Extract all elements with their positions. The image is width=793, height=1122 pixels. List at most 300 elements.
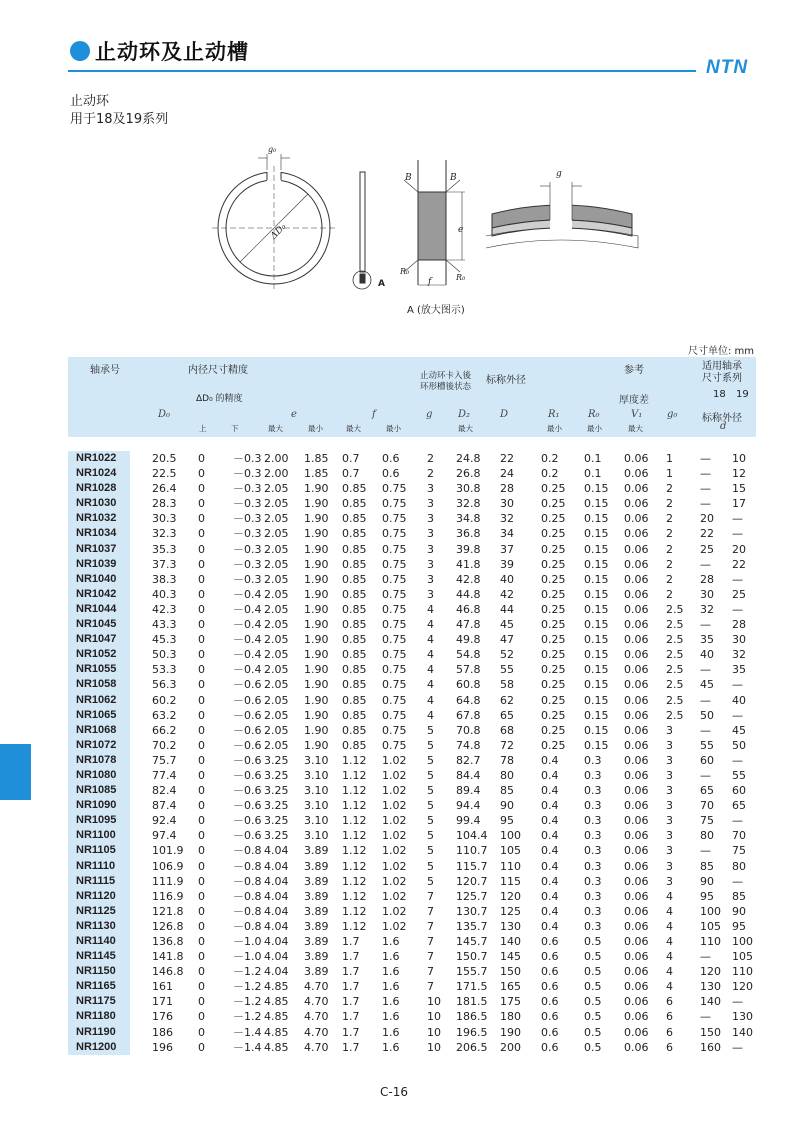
cell-v1-max: 0.06: [624, 935, 649, 948]
cell-d2: 64.8: [456, 693, 481, 707]
cell-lower: －0.3: [233, 542, 262, 556]
cell-series-18: —: [700, 452, 711, 465]
cell-f-max: 1.12: [342, 904, 367, 918]
cell-d: 100: [500, 829, 521, 843]
header-g0: g₀: [667, 409, 678, 420]
cell-series-19: 15: [732, 482, 746, 496]
cell-g: 4: [427, 663, 434, 677]
cell-bearing-no: NR1080: [68, 768, 130, 783]
cell-series-18: 100: [700, 904, 721, 918]
cell-upper: 0: [198, 602, 205, 616]
cell-e-min: 3.89: [304, 889, 329, 903]
cell-v1-max: 0.06: [624, 904, 649, 918]
cell-v1-max: 0.06: [624, 602, 649, 616]
cell-g: 7: [427, 919, 434, 933]
cell-r1-min: 0.4: [541, 768, 559, 782]
cell-e-max: 2.05: [264, 663, 289, 677]
cell-g0: 6: [666, 1040, 673, 1054]
cell-upper: 0: [198, 844, 205, 858]
cell-f-min: 0.75: [382, 527, 407, 541]
cell-upper: 0: [198, 693, 205, 707]
cell-lower: －1.2: [233, 995, 262, 1009]
cell-r0-min: 0.15: [584, 527, 609, 541]
cell-bearing-no: NR1175: [68, 994, 130, 1009]
cell-g0: 2.5: [666, 663, 684, 677]
cell-series-19: 22: [732, 557, 746, 571]
table-row: [68, 647, 758, 662]
cell-e-min: 3.89: [304, 904, 329, 918]
header-series-19: 19: [736, 389, 749, 400]
cell-r0-min: 0.3: [584, 829, 602, 843]
cell-series-19: 50: [732, 738, 746, 752]
cell-g: 4: [427, 633, 434, 647]
cell-r1-min: 0.4: [541, 829, 559, 843]
cell-upper: 0: [198, 587, 205, 601]
cell-f-max: 1.12: [342, 768, 367, 782]
cell-r1-min: 0.25: [541, 557, 566, 571]
cell-f-min: 0.75: [382, 497, 407, 511]
cell-r1-min: 0.25: [541, 602, 566, 616]
cell-v1-max: 0.06: [624, 648, 649, 662]
table-row: [68, 496, 758, 511]
cell-series-18: 150: [700, 1025, 721, 1039]
cell-e-min: 1.85: [304, 467, 329, 481]
cell-g0: 6: [666, 1025, 673, 1039]
cell-f-max: 0.85: [342, 572, 367, 586]
cell-v1-max: 0.06: [624, 527, 649, 541]
table-row: [68, 768, 758, 783]
cell-v1-max: 0.06: [624, 919, 649, 933]
header-reference: 参考: [624, 365, 644, 376]
cell-r0-min: 0.15: [584, 497, 609, 511]
cell-g0: 3: [666, 784, 673, 798]
cell-f-min: 1.6: [382, 965, 400, 979]
cell-series-18: 40: [700, 648, 714, 662]
cell-r1-min: 0.4: [541, 814, 559, 828]
cell-f-min: 0.75: [382, 557, 407, 571]
cell-d2: 67.8: [456, 708, 481, 722]
table-row: [68, 828, 758, 843]
cell-g: 7: [427, 965, 434, 979]
header-bearing-no: 轴承号: [90, 365, 120, 376]
cell-g0: 4: [666, 965, 673, 979]
table-row: [68, 557, 758, 572]
cell-d0: 56.3: [152, 678, 177, 692]
cell-series-18: 85: [700, 859, 714, 873]
cell-bearing-no: NR1085: [68, 783, 130, 798]
cell-d2: 104.4: [456, 829, 488, 843]
cell-e-max: 2.05: [264, 497, 289, 511]
cell-series-18: —: [700, 497, 711, 511]
cell-d0: 186: [152, 1025, 173, 1039]
cell-d: 140: [500, 935, 521, 948]
cell-d: 40: [500, 572, 514, 586]
cell-e-min: 4.70: [304, 980, 329, 994]
cell-r0-min: 0.5: [584, 935, 602, 948]
cell-d: 145: [500, 950, 521, 964]
cell-f-min: 0.75: [382, 708, 407, 722]
cell-series-18: 75: [700, 814, 714, 828]
data-table: [68, 451, 758, 1055]
cell-lower: －0.6: [233, 753, 262, 767]
cell-f-max: 1.12: [342, 829, 367, 843]
cell-v1-max: 0.06: [624, 618, 649, 632]
cell-v1-max: 0.06: [624, 889, 649, 903]
cell-r1-min: 0.4: [541, 889, 559, 903]
cell-v1-max: 0.06: [624, 663, 649, 677]
cell-g: 5: [427, 859, 434, 873]
header-thickness-diff: 厚度差: [619, 395, 649, 406]
cell-g0: 3: [666, 738, 673, 752]
table-row: [68, 964, 758, 979]
header-e-max: 最大: [268, 424, 283, 433]
cell-lower: －0.6: [233, 693, 262, 707]
cell-e-min: 4.70: [304, 995, 329, 1009]
cell-e-max: 3.25: [264, 784, 289, 798]
cell-g0: 3: [666, 829, 673, 843]
cell-f-max: 1.12: [342, 859, 367, 873]
cell-d2: 89.4: [456, 784, 481, 798]
cell-f-min: 1.6: [382, 1040, 400, 1054]
cell-bearing-no: NR1022: [68, 451, 130, 466]
cell-f-max: 1.12: [342, 799, 367, 813]
cell-upper: 0: [198, 904, 205, 918]
cell-d0: 26.4: [152, 482, 177, 496]
cell-lower: －0.3: [233, 557, 262, 571]
cell-d0: 176: [152, 1010, 173, 1024]
cell-d0: 28.3: [152, 497, 177, 511]
cell-upper: 0: [198, 738, 205, 752]
cell-g: 7: [427, 935, 434, 948]
cell-lower: －0.3: [233, 497, 262, 511]
cell-bearing-no: NR1034: [68, 526, 130, 541]
cell-e-min: 1.90: [304, 633, 329, 647]
cell-bearing-no: NR1078: [68, 753, 130, 768]
cell-r1-min: 0.2: [541, 452, 559, 465]
cell-r0-min: 0.15: [584, 602, 609, 616]
cell-e-max: 4.04: [264, 859, 289, 873]
cell-g0: 3: [666, 723, 673, 737]
cell-e-max: 4.04: [264, 889, 289, 903]
label-g: g: [556, 169, 562, 179]
cell-series-19: —: [732, 814, 743, 828]
cell-f-max: 1.12: [342, 874, 367, 888]
header-v1: V₁: [631, 409, 643, 420]
table-row: [68, 602, 758, 617]
table-row: [68, 904, 758, 919]
cell-d: 80: [500, 768, 514, 782]
cell-r0-min: 0.3: [584, 859, 602, 873]
header-bullet-icon: [70, 41, 90, 61]
cell-g: 3: [427, 587, 434, 601]
cell-e-max: 4.04: [264, 935, 289, 948]
cell-d0: 196: [152, 1040, 173, 1054]
cell-bearing-no: NR1130: [68, 919, 130, 934]
cell-f-min: 1.6: [382, 980, 400, 994]
cell-f-max: 1.7: [342, 950, 360, 964]
header-series-title: 适用轴承 尺寸系列: [702, 361, 742, 384]
cell-r1-min: 0.4: [541, 784, 559, 798]
cell-v1-max: 0.06: [624, 799, 649, 813]
cell-e-min: 1.90: [304, 602, 329, 616]
cell-d0: 37.3: [152, 557, 177, 571]
cell-d: 175: [500, 995, 521, 1009]
cell-d2: 39.8: [456, 542, 481, 556]
cell-bearing-no: NR1052: [68, 647, 130, 662]
cell-r1-min: 0.6: [541, 1025, 559, 1039]
cell-f-min: 0.6: [382, 467, 400, 481]
cell-lower: －0.6: [233, 799, 262, 813]
cell-series-18: 120: [700, 965, 721, 979]
cell-d0: 121.8: [152, 904, 184, 918]
cell-r1-min: 0.4: [541, 799, 559, 813]
cell-upper: 0: [198, 950, 205, 964]
cell-v1-max: 0.06: [624, 512, 649, 526]
cell-series-18: 20: [700, 512, 714, 526]
cell-upper: 0: [198, 572, 205, 586]
cell-f-min: 0.6: [382, 452, 400, 465]
cell-d: 95: [500, 814, 514, 828]
table-row: [68, 481, 758, 496]
cell-g0: 3: [666, 844, 673, 858]
cell-series-19: —: [732, 874, 743, 888]
table-row: [68, 708, 758, 723]
cell-upper: 0: [198, 648, 205, 662]
cell-upper: 0: [198, 1025, 205, 1039]
cell-lower: －0.3: [233, 527, 262, 541]
cell-e-max: 2.05: [264, 527, 289, 541]
header-d-small: d: [720, 421, 727, 432]
cell-d: 30: [500, 497, 514, 511]
cell-g0: 2: [666, 482, 673, 496]
cell-r0-min: 0.1: [584, 467, 602, 481]
cell-series-19: 20: [732, 542, 746, 556]
cell-lower: －1.2: [233, 1010, 262, 1024]
table-row: [68, 572, 758, 587]
cell-v1-max: 0.06: [624, 633, 649, 647]
cell-d0: 63.2: [152, 708, 177, 722]
cell-f-min: 1.02: [382, 919, 407, 933]
cell-r0-min: 0.15: [584, 572, 609, 586]
cell-upper: 0: [198, 1040, 205, 1054]
cell-upper: 0: [198, 542, 205, 556]
cell-f-max: 1.7: [342, 965, 360, 979]
cell-f-max: 0.85: [342, 708, 367, 722]
cell-g0: 4: [666, 889, 673, 903]
cell-r0-min: 0.5: [584, 995, 602, 1009]
cell-d0: 40.3: [152, 587, 177, 601]
cell-upper: 0: [198, 768, 205, 782]
cell-v1-max: 0.06: [624, 859, 649, 873]
cell-g0: 2: [666, 587, 673, 601]
cell-series-18: —: [700, 482, 711, 496]
table-row: [68, 1009, 758, 1024]
cell-v1-max: 0.06: [624, 738, 649, 752]
table-row: [68, 874, 758, 889]
cell-f-max: 1.7: [342, 935, 360, 948]
cell-d2: 82.7: [456, 753, 481, 767]
cell-upper: 0: [198, 452, 205, 465]
cell-r1-min: 0.25: [541, 497, 566, 511]
cell-d2: 186.5: [456, 1010, 488, 1024]
cell-f-min: 0.75: [382, 738, 407, 752]
cell-r0-min: 0.5: [584, 950, 602, 964]
cell-r1-min: 0.25: [541, 708, 566, 722]
cell-d0: 75.7: [152, 753, 177, 767]
cell-e-min: 3.10: [304, 814, 329, 828]
cell-bearing-no: NR1024: [68, 466, 130, 481]
cell-f-max: 1.12: [342, 889, 367, 903]
cell-series-18: 50: [700, 708, 714, 722]
cell-v1-max: 0.06: [624, 829, 649, 843]
cell-series-18: —: [700, 618, 711, 632]
cell-d0: 30.3: [152, 512, 177, 526]
cell-bearing-no: NR1090: [68, 798, 130, 813]
cell-bearing-no: NR1120: [68, 889, 130, 904]
diagram-caption: A (放大图示): [407, 305, 465, 316]
cell-series-18: 95: [700, 889, 714, 903]
cell-d2: 155.7: [456, 965, 488, 979]
cell-f-max: 0.85: [342, 723, 367, 737]
cell-g: 3: [427, 542, 434, 556]
cell-bearing-no: NR1028: [68, 481, 130, 496]
label-r0-right: R₀: [456, 273, 466, 282]
cell-r0-min: 0.3: [584, 844, 602, 858]
cell-g: 3: [427, 497, 434, 511]
cell-f-max: 1.7: [342, 995, 360, 1009]
cell-g0: 1: [666, 467, 673, 481]
cell-d0: 38.3: [152, 572, 177, 586]
cell-series-19: 105: [732, 950, 753, 964]
cell-r0-min: 0.15: [584, 723, 609, 737]
cell-v1-max: 0.06: [624, 572, 649, 586]
table-row: [68, 783, 758, 798]
cell-series-19: 45: [732, 723, 746, 737]
cell-e-min: 1.90: [304, 723, 329, 737]
cell-bearing-no: NR1125: [68, 904, 130, 919]
cell-r1-min: 0.4: [541, 919, 559, 933]
header-divider: [68, 70, 696, 72]
cell-bearing-no: NR1037: [68, 542, 130, 557]
table-row: [68, 949, 758, 964]
cell-e-min: 3.10: [304, 829, 329, 843]
cell-g0: 2.5: [666, 678, 684, 692]
cell-series-19: —: [732, 678, 743, 692]
cell-upper: 0: [198, 467, 205, 481]
cell-g: 4: [427, 648, 434, 662]
cell-series-18: 25: [700, 542, 714, 556]
label-b-left: B: [405, 173, 412, 183]
cell-d2: 206.5: [456, 1040, 488, 1054]
cell-g: 4: [427, 693, 434, 707]
cell-upper: 0: [198, 889, 205, 903]
cell-g: 4: [427, 618, 434, 632]
cell-e-max: 2.05: [264, 618, 289, 632]
cell-d2: 46.8: [456, 602, 481, 616]
cell-lower: －0.6: [233, 829, 262, 843]
cell-g0: 3: [666, 799, 673, 813]
header-delta-d0: ΔD₀ 的精度: [196, 394, 243, 404]
cell-upper: 0: [198, 874, 205, 888]
cell-g0: 2: [666, 512, 673, 526]
cell-r0-min: 0.15: [584, 557, 609, 571]
cell-d: 110: [500, 859, 521, 873]
cell-upper: 0: [198, 618, 205, 632]
cell-r1-min: 0.25: [541, 618, 566, 632]
cell-r1-min: 0.6: [541, 1010, 559, 1024]
cell-r0-min: 0.15: [584, 512, 609, 526]
cell-upper: 0: [198, 678, 205, 692]
cell-r1-min: 0.4: [541, 874, 559, 888]
cell-series-19: 120: [732, 980, 753, 994]
cell-r1-min: 0.25: [541, 693, 566, 707]
cell-lower: －0.8: [233, 889, 262, 903]
cell-e-max: 2.05: [264, 572, 289, 586]
cell-d: 165: [500, 980, 521, 994]
cell-r0-min: 0.3: [584, 768, 602, 782]
cell-d0: 66.2: [152, 723, 177, 737]
cell-e-max: 4.04: [264, 904, 289, 918]
cell-e-min: 3.89: [304, 935, 329, 948]
cell-series-18: 55: [700, 738, 714, 752]
cell-series-18: 28: [700, 572, 714, 586]
unit-note: 尺寸单位: mm: [688, 346, 755, 357]
cell-d0: 92.4: [152, 814, 177, 828]
cell-f-max: 1.12: [342, 784, 367, 798]
cell-r0-min: 0.5: [584, 980, 602, 994]
table-row: [68, 632, 758, 647]
cell-d2: 196.5: [456, 1025, 488, 1039]
cell-series-19: —: [732, 995, 743, 1009]
page-number: C-16: [380, 1085, 408, 1099]
chapter-tab: [0, 744, 31, 800]
cell-bearing-no: NR1110: [68, 859, 130, 874]
cell-f-max: 0.85: [342, 648, 367, 662]
cell-series-19: 28: [732, 618, 746, 632]
cell-bearing-no: NR1095: [68, 813, 130, 828]
cell-v1-max: 0.06: [624, 542, 649, 556]
table-row: [68, 526, 758, 541]
cell-f-max: 0.85: [342, 557, 367, 571]
cell-series-19: 40: [732, 693, 746, 707]
cell-series-19: 80: [732, 859, 746, 873]
cell-f-min: 1.02: [382, 859, 407, 873]
cell-d: 39: [500, 557, 514, 571]
cell-g: 7: [427, 950, 434, 964]
cell-d2: 44.8: [456, 587, 481, 601]
cell-e-max: 3.25: [264, 768, 289, 782]
cell-d: 150: [500, 965, 521, 979]
table-row: [68, 813, 758, 828]
header-inner-dim: 内径尺寸精度: [188, 365, 248, 376]
cell-f-max: 0.85: [342, 693, 367, 707]
cell-g0: 4: [666, 980, 673, 994]
cell-g0: 4: [666, 919, 673, 933]
cell-r1-min: 0.25: [541, 512, 566, 526]
cell-bearing-no: NR1058: [68, 677, 130, 692]
cell-e-min: 3.89: [304, 844, 329, 858]
cell-d2: 30.8: [456, 482, 481, 496]
cell-r1-min: 0.25: [541, 633, 566, 647]
cell-lower: －1.4: [233, 1040, 262, 1054]
cell-d0: 53.3: [152, 663, 177, 677]
cell-g0: 2: [666, 572, 673, 586]
cell-bearing-no: NR1047: [68, 632, 130, 647]
cell-e-min: 4.70: [304, 1025, 329, 1039]
cell-r1-min: 0.6: [541, 995, 559, 1009]
cell-d: 62: [500, 693, 514, 707]
cell-d2: 110.7: [456, 844, 488, 858]
